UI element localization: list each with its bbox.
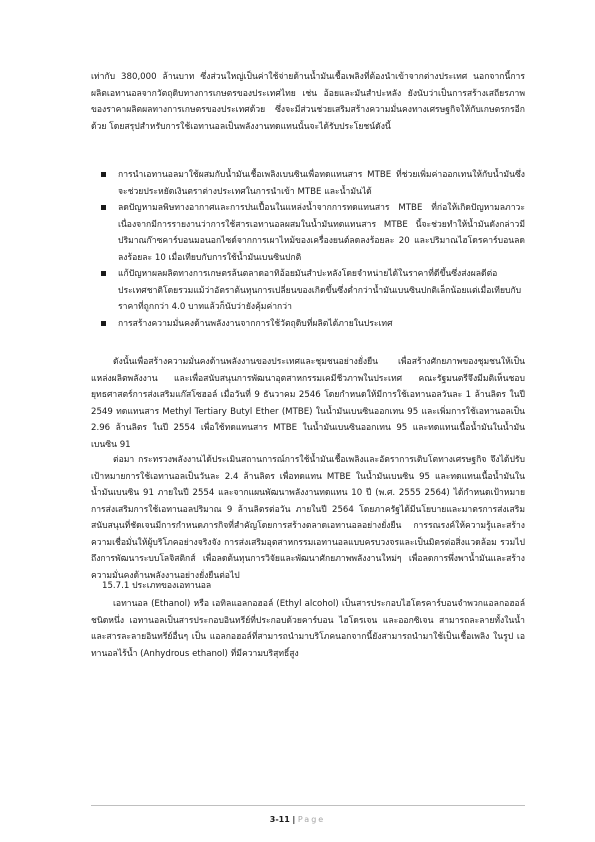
bullet-text: ลดปัญหามลพิษทางอากาศและการปนเปื้อนในแหล่งน้ำจากการทดแทนสาร MTBE ที่ก่อให้เกิดปัญหามลภาวะเนื่องจากมีการรายงานว่าการใช้สารเอทานอลผสมในน้ำมันทดแทนสาร MTBE นี้จะช่วยทำให้น้ำมันดังกล่าวมีปริมาณก๊าซคาร์บอนมอนอกไซด์จากการเผาไหม้ของเครื่องยนต์ลดลงร้อยละ 20 และปริมาณไฮโดรคาร์บอนลดลงร้อยละ 10 เมื่อเทียบกับการใช้น้ำมันเบนซินปกติ [118, 203, 525, 263]
page-footer [0, 815, 595, 824]
list-item [91, 167, 525, 200]
bullet-text: การนำเอทานอลมาใช้ผสมกับน้ำมันเชื้อเพลิงเบนซินเพื่อทดแทนสาร MTBE ที่ช่วยเพิ่มค่าออกเทนให้กับน้ำมันซึ่งจะช่วยประหยัดเงินตราต่างประเทศในการนำเข้า MTBE และน้ำมันได้ [118, 170, 525, 197]
square-bullet-icon [101, 321, 106, 326]
paragraph-policy: ต่อมา กระทรวงพลังงานได้ประเมินสถานการณ์การใช้น้ำมันเชื้อเพลิงและอัตราการเติบโตทางเศรษฐกิจ จึงได้ปรับเป้าหมายการใช้เอทานอลเป็นวันละ 2.4 ล้านลิตร เพื่อทดแทน MTBE ในน้ำมันเบนซิน 95 และทดแทนเนื้อน้ำมันในน้ำมันเบนซิน 91 ภายในปี 2554 และจากแผนพัฒนาพลังงานทดแทน 10 ปี (พ.ศ. 2555 2564) ได้กำหนดเป้าหมายการส่งเสริมการใช้เอทานอลปริมาณ 9 ล้านลิตรต่อวัน ภายในปี 2564 โดยภาครัฐได้มีนโยบายและมาตรการส่งเสริมสนับสนุนที่ชัดเจนมีการกำหนดภารกิจที่สำคัญโดยการสร้างตลาดเอทานอลอย่างยั่งยืน การรณรงค์ให้ความรู้และสร้างความเชื่อมั่นให้ผู้บริโภคอย่างจริงจัง การส่งเสริมอุตสาหกรรมเอทานอลแบบครบวงจรและเป็นมิตรต่อสิ่งแวดล้อม รวมไปถึงการพัฒนาระบบโลจิสติกส์ เพื่อลดต้นทุนการวิจัยและพัฒนาศักยภาพพลังงานใหม่ๆ เพื่อลดการพึ่งพาน้ำมันและสร้างความมั่นคงด้านพลังงานอย่างยั่งยืนต่อไป [91, 455, 525, 581]
list-item [91, 200, 525, 266]
paragraph-intro: เท่ากับ 380,000 ล้านบาท ซึ่งส่วนใหญ่เป็นค่าใช้จ่ายด้านน้ำมันเชื้อเพลิงที่ต้องนำเข้าจากต่างประเทศ นอกจากนี้การผลิตเอทานอลจากวัตถุดิบทางการเกษตรของประเทศไทย เช่น อ้อยและมันสำปะหลัง ยังนับว่าเป็นการสร้างเสถียรภาพของราคาผลิตผลทางการเกษตรของประเทศด้วย ซึ่งจะมีส่วนช่วยเสริมสร้างความมั่นคงทางเศรษฐกิจให้กับเกษตรกรอีกด้วย โดยสรุปสำหรับการใช้เอทานอลเป็นพลังงานทดแทนนั้นจะได้รับประโยชน์ดังนี้ [91, 72, 525, 132]
list-item [91, 316, 525, 333]
square-bullet-icon [101, 172, 106, 177]
footer-separator: | [292, 815, 296, 824]
section-heading: 15.7.1 ประเภทของเอทานอล [102, 581, 212, 591]
page-label: Page [297, 815, 326, 824]
paragraph-strategy: ดังนั้นเพื่อสร้างความมั่นคงด้านพลังงานของประเทศและชุมชนอย่างยั่งยืน เพื่อสร้างศักยภาพของชุมชนให้เป็นแหล่งผลิตพลังงาน และเพื่อสนับสนุนการพัฒนาอุตสาหกรรมเคมีชีวภาพในประเทศ คณะรัฐมนตรีจึงมีมติเห็นชอบยุทธศาสตร์การส่งเสริมแก๊สโซฮอล์ เมื่อวันที่ 9 ธันวาคม 2546 โดยกำหนดให้มีการใช้เอทานอลวันละ 1 ล้านลิตร ในปี 2549 ทดแทนสาร Methyl Tertiary Butyl Ether (MTBE) ในน้ำมันเบนซินออกเทน 95 และเพิ่มการใช้เอทานอลเป็น 2.96 ล้านลิตร ในปี 2554 เพื่อใช้ทดแทนสาร MTBE ในน้ำมันเบนซินออกเทน 95 และทดแทนเนื้อน้ำมันในน้ำมันเบนซิน 91 [91, 357, 525, 450]
benefit-list [91, 167, 525, 332]
footer-divider [91, 805, 525, 806]
list-item [91, 266, 525, 316]
bullet-text: การสร้างความมั่นคงด้านพลังงานจากการใช้วัตถุดิบที่ผลิตได้ภายในประเทศ [118, 318, 393, 329]
bullet-text: แก้ปัญหาผลผลิตทางการเกษตรล้นตลาดอาทิอ้อยมันสำปะหลังโดยจำหน่ายได้ในราคาที่ดีขึ้นซึ่งส่งผลดีต่อประเทศชาติโดยรวมแม้ว่าอัตราต้นทุนการเปลี่ยนของเกิดขึ้นซึ่งต่ำกว่าน้ำมันเบนซินปกติเล็กน้อยแต่เมื่อเทียบกับราคาที่ถูกกว่า 4.0 บาทแล้วก็นับว่ายังคุ้มค่ากว่า [118, 269, 522, 312]
square-bullet-icon [101, 271, 106, 276]
square-bullet-icon [101, 205, 106, 210]
paragraph-ethanol-definition: เอทานอล (Ethanol) หรือ เอทิลแอลกอฮอล์ (Ethyl alcohol) เป็นสารประกอบไฮโดรคาร์บอนจำพวกแอลกอฮอล์ชนิดหนึ่ง เอทานอลเป็นสารประกอบอินทรีย์ที่ประกอบด้วยคาร์บอน ไฮโดรเจน และออกซิเจน สามารถละลายทั้งในน้ำและสารละลายอินทรีย์อื่นๆ เป็น แอลกอฮอล์ที่สามารถนำมาบริโภคนอกจากนี้ยังสามารถนำมาใช้เป็นเชื้อเพลิง ในรูป เอทานอลไร้น้ำ (Anhydrous ethanol) ที่มีความบริสุทธิ์สูง [91, 599, 525, 659]
page-number: 3-11 [269, 815, 290, 824]
